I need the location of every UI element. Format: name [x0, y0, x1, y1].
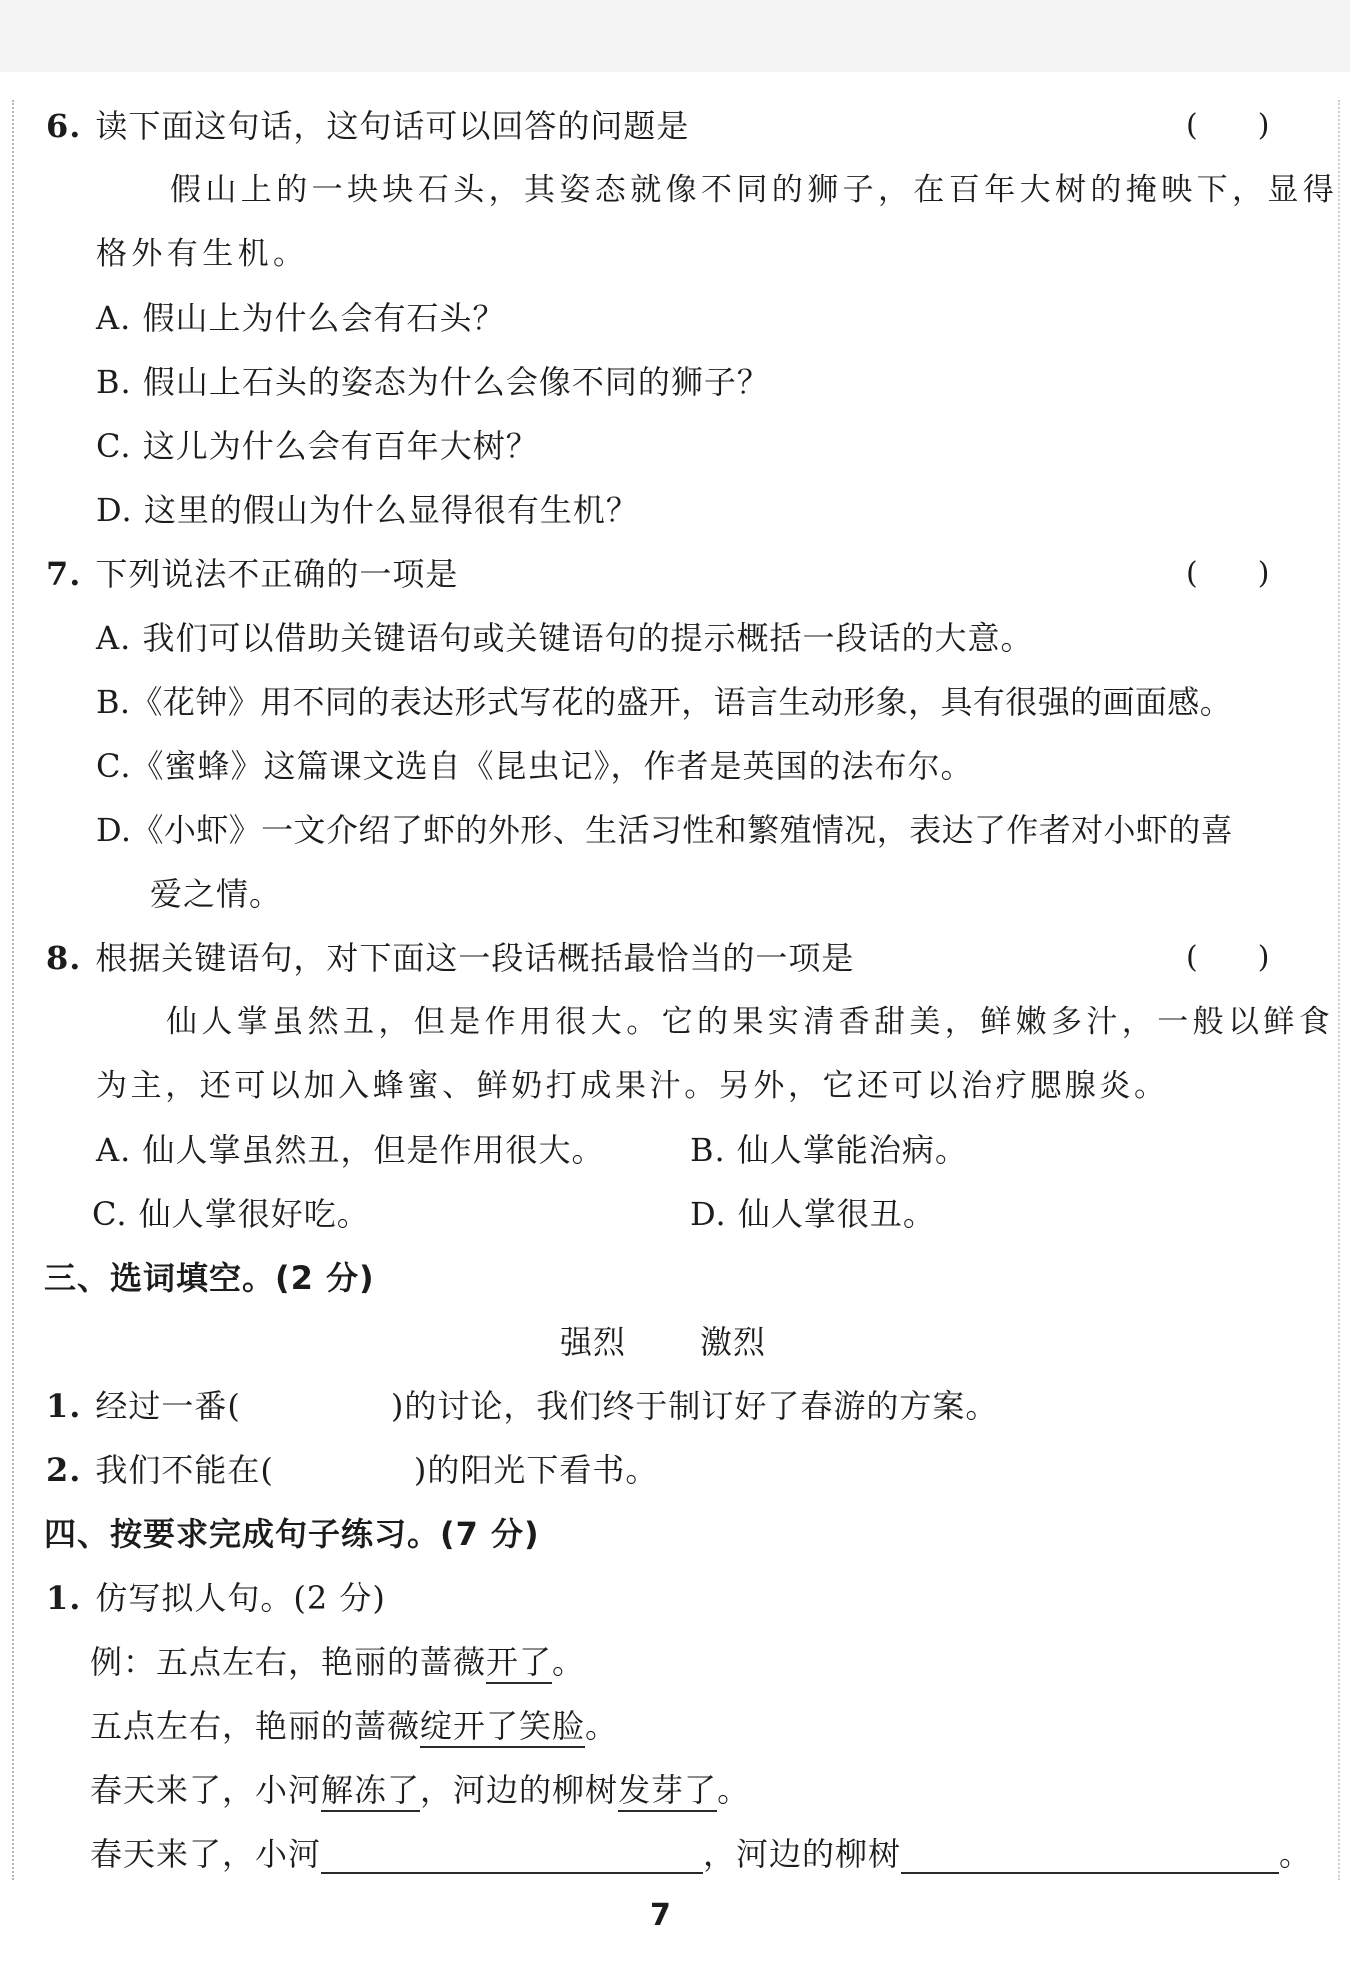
q7-number: 7. — [46, 555, 82, 593]
source-sentence-part-1: 春天来了，小河 — [90, 1771, 322, 1809]
q6-passage-line-1: 假山上的一块块石头，其姿态就像不同的狮子，在百年大树的掩映下，显得 — [170, 172, 1339, 208]
model-sentence-prefix: 五点左右，艳丽的蔷薇 — [90, 1707, 421, 1745]
fill-sentence-blank-2[interactable] — [901, 1842, 1279, 1874]
q8-stem-line — [46, 938, 854, 978]
q6-answer-parentheses[interactable]: ( ) — [1186, 108, 1270, 143]
word-choice-2: 激烈 — [700, 1323, 767, 1361]
q7-option-c[interactable]: C.《蜜蜂》这篇课文选自《昆虫记》，作者是英国的法布尔。 — [96, 747, 974, 785]
section-4-q1 — [46, 1578, 386, 1618]
q8-stem: 根据关键语句，对下面这一段话概括最恰当的一项是 — [95, 939, 855, 977]
q6-stem: 读下面这句话，这句话可以回答的问题是 — [95, 107, 690, 145]
q8-passage-line-1: 仙人掌虽然丑，但是作用很大。它的果实清香甜美，鲜嫩多汁，一般以鲜食 — [166, 1004, 1335, 1040]
section-3-q1-number: 1. — [46, 1387, 82, 1425]
source-sentence — [90, 1770, 750, 1810]
example-sentence — [90, 1642, 585, 1682]
section-3-q1 — [46, 1386, 998, 1426]
section-4-q1-title: 仿写拟人句。(2 分) — [95, 1579, 386, 1617]
model-sentence — [90, 1706, 618, 1746]
section-3-q2 — [46, 1450, 658, 1490]
model-sentence-underlined: 绽开了笑脸 — [420, 1707, 585, 1748]
q8-option-c[interactable]: C. 仙人掌很好吃。 — [92, 1195, 370, 1233]
q6-passage-line-2: 格外有生机。 — [96, 236, 309, 272]
source-sentence-part-3: 。 — [717, 1771, 751, 1809]
section-3-q2-after: )的阳光下看书。 — [413, 1451, 659, 1489]
example-sentence-prefix: 例：五点左右，艳丽的蔷薇 — [90, 1643, 487, 1681]
section-4-q1-number: 1. — [46, 1579, 82, 1617]
section-3-q2-before: 我们不能在( — [95, 1451, 274, 1489]
section-3-q2-number: 2. — [46, 1451, 82, 1489]
fill-sentence-part-1: 春天来了，小河 — [90, 1835, 322, 1873]
q7-option-a[interactable]: A. 我们可以借助关键语句或关键语句的提示概括一段话的大意。 — [96, 619, 1034, 657]
word-choice-1: 强烈 — [560, 1323, 627, 1361]
page-number: 7 — [650, 1898, 671, 1933]
q6-number: 6. — [46, 107, 82, 145]
example-sentence-suffix: 。 — [552, 1643, 586, 1681]
section-3-q1-after: )的讨论，我们终于制订好了春游的方案。 — [390, 1387, 999, 1425]
q6-option-a[interactable]: A. 假山上为什么会有石头？ — [96, 299, 506, 337]
q8-number: 8. — [46, 939, 82, 977]
q7-option-b[interactable]: B.《花钟》用不同的表达形式写花的盛开，语言生动形象，具有很强的画面感。 — [96, 683, 1233, 721]
q6-option-b[interactable]: B. 假山上石头的姿态为什么会像不同的狮子？ — [96, 363, 770, 401]
q8-answer-parentheses[interactable]: ( ) — [1186, 940, 1270, 975]
fill-sentence-part-2: ，河边的柳树 — [703, 1835, 902, 1873]
q8-option-b[interactable]: B. 仙人掌能治病。 — [690, 1131, 968, 1169]
section-3-title: 三、选词填空。(2 分) — [44, 1259, 375, 1297]
model-sentence-suffix: 。 — [585, 1707, 619, 1745]
q7-option-d-line-1[interactable]: D.《小虾》一文介绍了虾的外形、生活习性和繁殖情况，表达了作者对小虾的喜 — [96, 811, 1234, 849]
section-4-title: 四、按要求完成句子练习。(7 分) — [44, 1515, 540, 1553]
q7-option-d-line-2: 爱之情。 — [150, 875, 283, 913]
fill-sentence-part-3: 。 — [1279, 1835, 1313, 1873]
q7-answer-parentheses[interactable]: ( ) — [1186, 556, 1270, 591]
q6-option-d[interactable]: D. 这里的假山为什么显得很有生机？ — [96, 491, 639, 529]
fill-sentence-blank-1[interactable] — [321, 1842, 703, 1874]
q6-stem-line — [46, 106, 689, 146]
source-sentence-part-2: ，河边的柳树 — [420, 1771, 619, 1809]
fill-sentence — [90, 1834, 1312, 1874]
source-sentence-underlined-2: 发芽了 — [618, 1771, 717, 1812]
q8-passage-line-2: 为主，还可以加入蜂蜜、鲜奶打成果汁。另外，它还可以治疗腮腺炎。 — [96, 1068, 1169, 1104]
source-sentence-underlined-1: 解冻了 — [321, 1771, 420, 1812]
example-sentence-underlined: 开了 — [486, 1643, 552, 1684]
q6-option-c[interactable]: C. 这儿为什么会有百年大树？ — [96, 427, 539, 465]
q8-option-d[interactable]: D. 仙人掌很丑。 — [690, 1195, 936, 1233]
section-3-q1-before: 经过一番( — [95, 1387, 241, 1425]
q7-stem: 下列说法不正确的一项是 — [95, 555, 459, 593]
q7-stem-line — [46, 554, 458, 594]
q8-option-a[interactable]: A. 仙人掌虽然丑，但是作用很大。 — [96, 1131, 605, 1169]
